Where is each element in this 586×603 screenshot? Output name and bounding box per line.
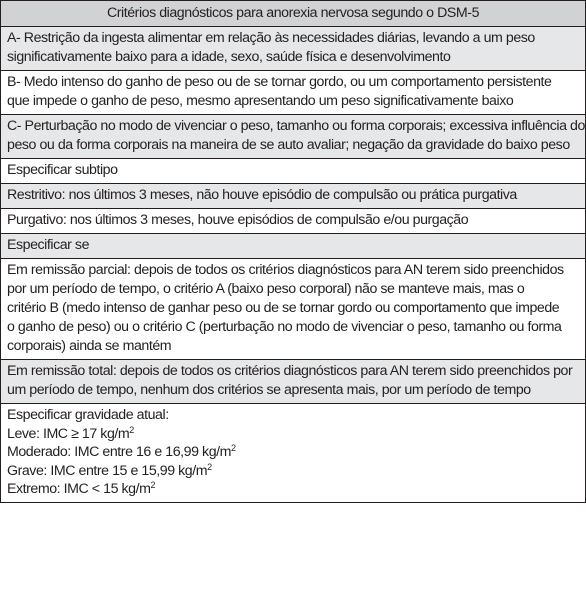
specify-if-row: [1, 233, 585, 258]
severity-moderate: [7, 443, 579, 462]
total-remission-line-1: Em remissão total: depois de todos os critérios diagnósticos para AN terem sido preenchidos por: [7, 363, 573, 379]
severity-extreme-text: Extremo: IMC < 15 kg/m: [7, 481, 151, 497]
table-title: Critérios diagnósticos para anorexia nervosa segundo o DSM-5: [1, 1, 585, 26]
total-remission-row: [1, 359, 585, 403]
severity-mild-text: Leve: IMC ≥ 17 kg/m: [7, 425, 130, 442]
partial-remission-row: [1, 258, 585, 359]
severity-mild: [7, 425, 579, 444]
severity-severe-text: Grave: IMC entre 15 e 15,99 kg/m: [7, 462, 208, 479]
severity-extreme: [7, 480, 579, 499]
restrictive-subtype-row: [1, 183, 585, 208]
severity-mild-exponent: 2: [129, 424, 134, 435]
severity-moderate-text: Moderado: IMC entre 16 e 16,99 kg/m: [7, 444, 231, 460]
criterion-b-line-2: que impede o ganho de peso, mesmo apresentando um peso significativamente baixo: [7, 93, 514, 109]
partial-remission-line-5: corporais) ainda se mantém: [7, 338, 172, 354]
partial-remission-line-4: o ganho de peso) ou o critério C (perturbação no modo de vivenciar o peso, tamanho ou forma: [7, 319, 562, 335]
severity-extreme-exponent: 2: [150, 480, 156, 490]
partial-remission-line-3: critério B (medo intenso de ganhar peso ou de se tornar gordo ou comportamento que impede: [7, 300, 560, 316]
criterion-c-line-2: peso ou da forma corporais na maneira de se auto avaliar; negação da gravidade do baixo peso: [7, 137, 570, 153]
total-remission-line-2: um período de tempo, nenhum dos critérios se apresenta mais, por um período de tempo: [7, 382, 531, 398]
criterion-c-row: [1, 114, 585, 158]
severity-heading: Especificar gravidade atual:: [7, 407, 169, 423]
partial-remission-line-2: por um período de tempo, o critério A (baixo peso corporal) não se manteve mais, mas o: [7, 281, 525, 297]
criterion-b-row: [1, 70, 585, 114]
specify-if-label: Especificar se: [7, 237, 90, 253]
severity-severe: [7, 462, 579, 481]
severity-severe-exponent: 2: [207, 461, 212, 472]
criterion-a-line-2: significativamente baixo para a idade, sexo, saúde física e desenvolvimento: [7, 49, 451, 65]
criterion-c-line-1: C- Perturbação no modo de vivenciar o peso, tamanho ou forma corporais; excessiva influência do: [7, 118, 585, 134]
severity-moderate-exponent: 2: [231, 443, 236, 453]
criterion-b-line-1: B- Medo intenso do ganho de peso ou de se tornar gordo, ou um comportamento persistente: [7, 74, 552, 90]
restrictive-subtype-text: Restritivo: nos últimos 3 meses, não houve episódio de compulsão ou prática purgativa: [7, 187, 517, 203]
criterion-a-line-1: A- Restrição da ingesta alimentar em relação às necessidades diárias, levando a um peso: [7, 30, 535, 46]
partial-remission-line-1: Em remissão parcial: depois de todos os critérios diagnósticos para AN terem sido preenchidos: [7, 262, 564, 278]
severity-row: [1, 403, 585, 502]
specify-subtype-row: [1, 158, 585, 183]
purging-subtype-row: [1, 208, 585, 233]
purging-subtype-text: Purgativo: nos últimos 3 meses, houve episódios de compulsão e/ou purgação: [7, 212, 469, 228]
criterion-a-row: [1, 26, 585, 70]
specify-subtype-label: Especificar subtipo: [7, 162, 118, 178]
